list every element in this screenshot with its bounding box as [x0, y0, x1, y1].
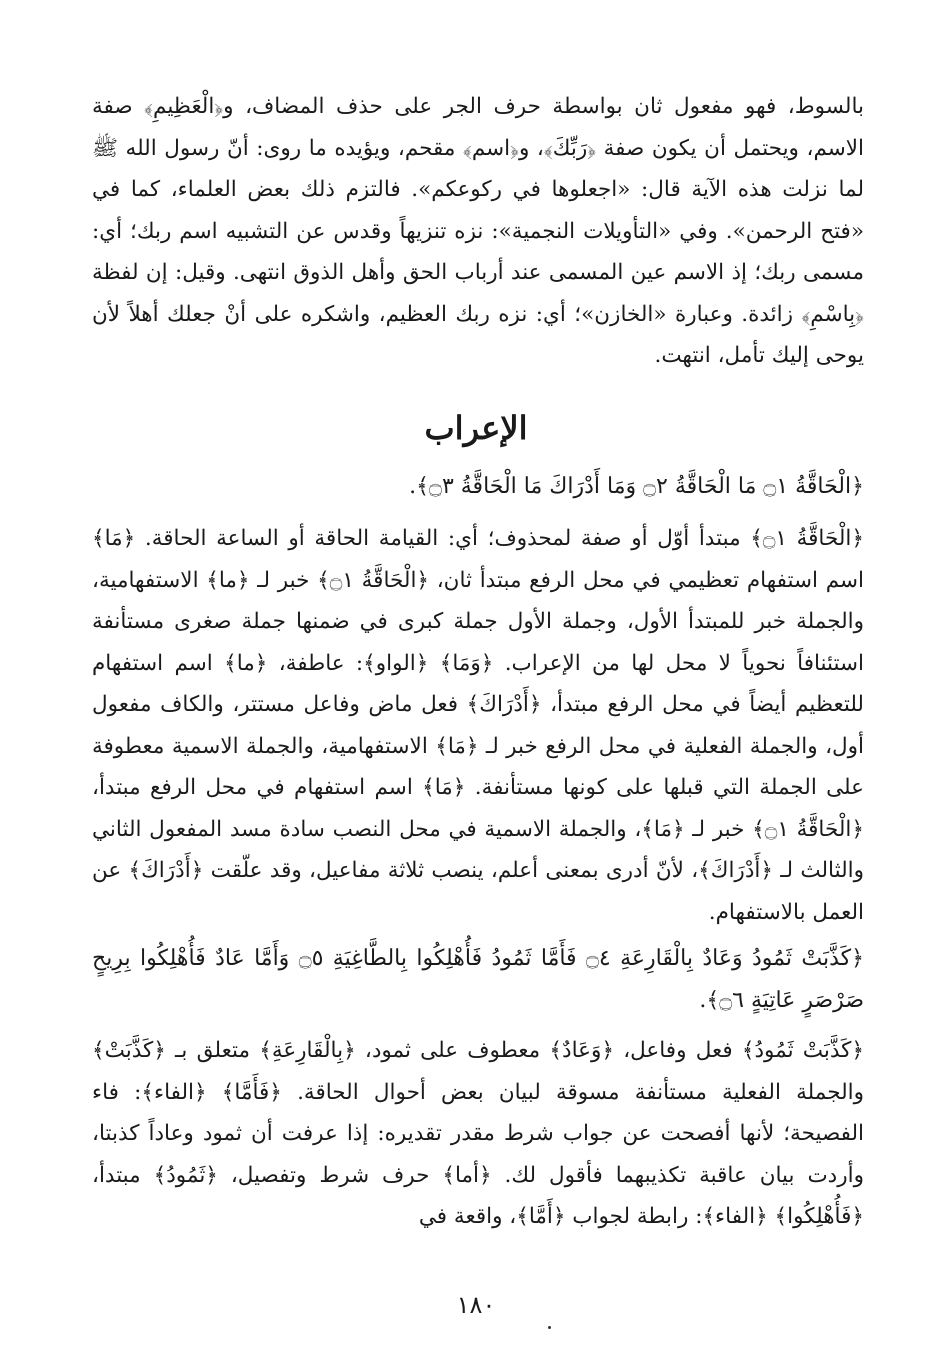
quran-verse [92, 938, 864, 1021]
scan-speck [548, 1326, 551, 1329]
verse-text: ﴿كَذَّبَتْ ثَمُودُ وَعَادٌ بِالْقَارِعَةِ ۝٤ فَأَمَّا ثَمُودُ فَأُهْلِكُوا بِالطَّاغِيَةِ ۝٥ وَأَمَّا عَادٌ فَأُهْلِكُوا بِرِيحٍ صَرْصَرٍ عَاتِيَةٍ ۝٦﴾. [92, 946, 864, 1013]
paragraph-text: ﴿كَذَّبَتْ ثَمُودُ﴾ فعل وفاعل، ﴿وَعَادٌ﴾ معطوف على ثمود، ﴿بِالْقَارِعَةِ﴾ متعلق بـ ﴿كَذَّبَتْ﴾ والجملة الفعلية مستأنفة مسوقة لبيان بعض أحوال الحاقة. ﴿فَأَمَّا﴾ ﴿الفاء﴾: فاء الفصيحة؛ لأنها أفصحت عن جواب شرط مقدر تقديره: إذا عرفت أن ثمود وعاداً كذبتا، وأردت بيان عاقبة تكذيبهما فأقول لك. ﴿أما﴾ حرف شرط وتفصيل، ﴿ثَمُودُ﴾ مبتدأ، ﴿فَأُهْلِكُوا﴾ ﴿الفاء﴾: رابطة لجواب ﴿أَمَّا﴾، واقعة في [92, 1038, 864, 1229]
grammar-analysis-paragraph [92, 1030, 864, 1238]
paragraph-text: بالسوط، فهو مفعول ثان بواسطة حرف الجر على حذف المضاف، و﴿الْعَظِيمِ﴾ صفة الاسم، ويحتمل أن يكون صفة ﴿رَبِّكَ﴾، و﴿اسم﴾ مقحم، ويؤيده ما روى: أنّ رسول الله ﷺ لما نزلت هذه الآية قال: «اجعلوها في ركوعكم». فالتزم ذلك بعض العلماء، كما في «فتح الرحمن». وفي «التأويلات النجمية»: نزه تنزيهاً وقدس عن التشبيه اسم ربك؛ أي: مسمى ربك؛ إذ الاسم عين المسمى عند أرباب الحق وأهل الذوق انتهى. وقيل: إن لفظة ﴿بِاسْمِ﴾ زائدة. وعبارة «الخازن»؛ أي: نزه ربك العظيم، واشكره على أنْ جعلك أهلاً لأن يوحى إليك تأمل، انتهت. [92, 94, 864, 368]
quran-verse [92, 466, 864, 508]
page-number: ١٨٠ [456, 1291, 496, 1319]
commentary-paragraph [92, 86, 864, 377]
paragraph-text: ﴿الْحَاقَّةُ ۝١﴾ مبتدأ أوّل أو صفة لمحذوف؛ أي: القيامة الحاقة أو الساعة الحاقة. ﴿مَا﴾ اسم استفهام تعظيمي في محل الرفع مبتدأ ثان، ﴿الْحَاقَّةُ ۝١﴾ خبر لـ ﴿ما﴾ الاستفهامية، والجملة خبر للمبتدأ الأول، وجملة الأول جملة كبرى في ضمنها جملة صغرى مستأنفة استئنافاً نحوياً لا محل لها من الإعراب. ﴿وَمَا﴾ ﴿الواو﴾: عاطفة، ﴿ما﴾ اسم استفهام للتعظيم أيضاً في محل الرفع مبتدأ، ﴿أَدْرَاكَ﴾ فعل ماض وفاعل مستتر، والكاف مفعول أول، والجملة الفعلية في محل الرفع خبر لـ ﴿مَا﴾ الاستفهامية، والجملة الاسمية معطوفة على الجملة التي قبلها على كونها مستأنفة. ﴿مَا﴾ اسم استفهام في محل الرفع مبتدأ، ﴿الْحَاقَّةُ ۝١﴾ خبر لـ ﴿مَا﴾، والجملة الاسمية في محل النصب سادة مسد المفعول الثاني والثالث لـ ﴿أَدْرَاكَ﴾، لأنّ أدرى بمعنى أعلم، ينصب ثلاثة مفاعيل، وقد علّقت ﴿أَدْرَاكَ﴾ عن العمل بالاستفهام. [92, 526, 864, 925]
grammar-analysis-paragraph [92, 518, 864, 933]
verse-text: ﴿الْحَاقَّةُ ۝١ مَا الْحَاقَّةُ ۝٢ وَمَا أَدْرَاكَ مَا الْحَاقَّةُ ۝٣﴾. [409, 474, 864, 499]
section-heading: الإعراب [424, 409, 528, 447]
